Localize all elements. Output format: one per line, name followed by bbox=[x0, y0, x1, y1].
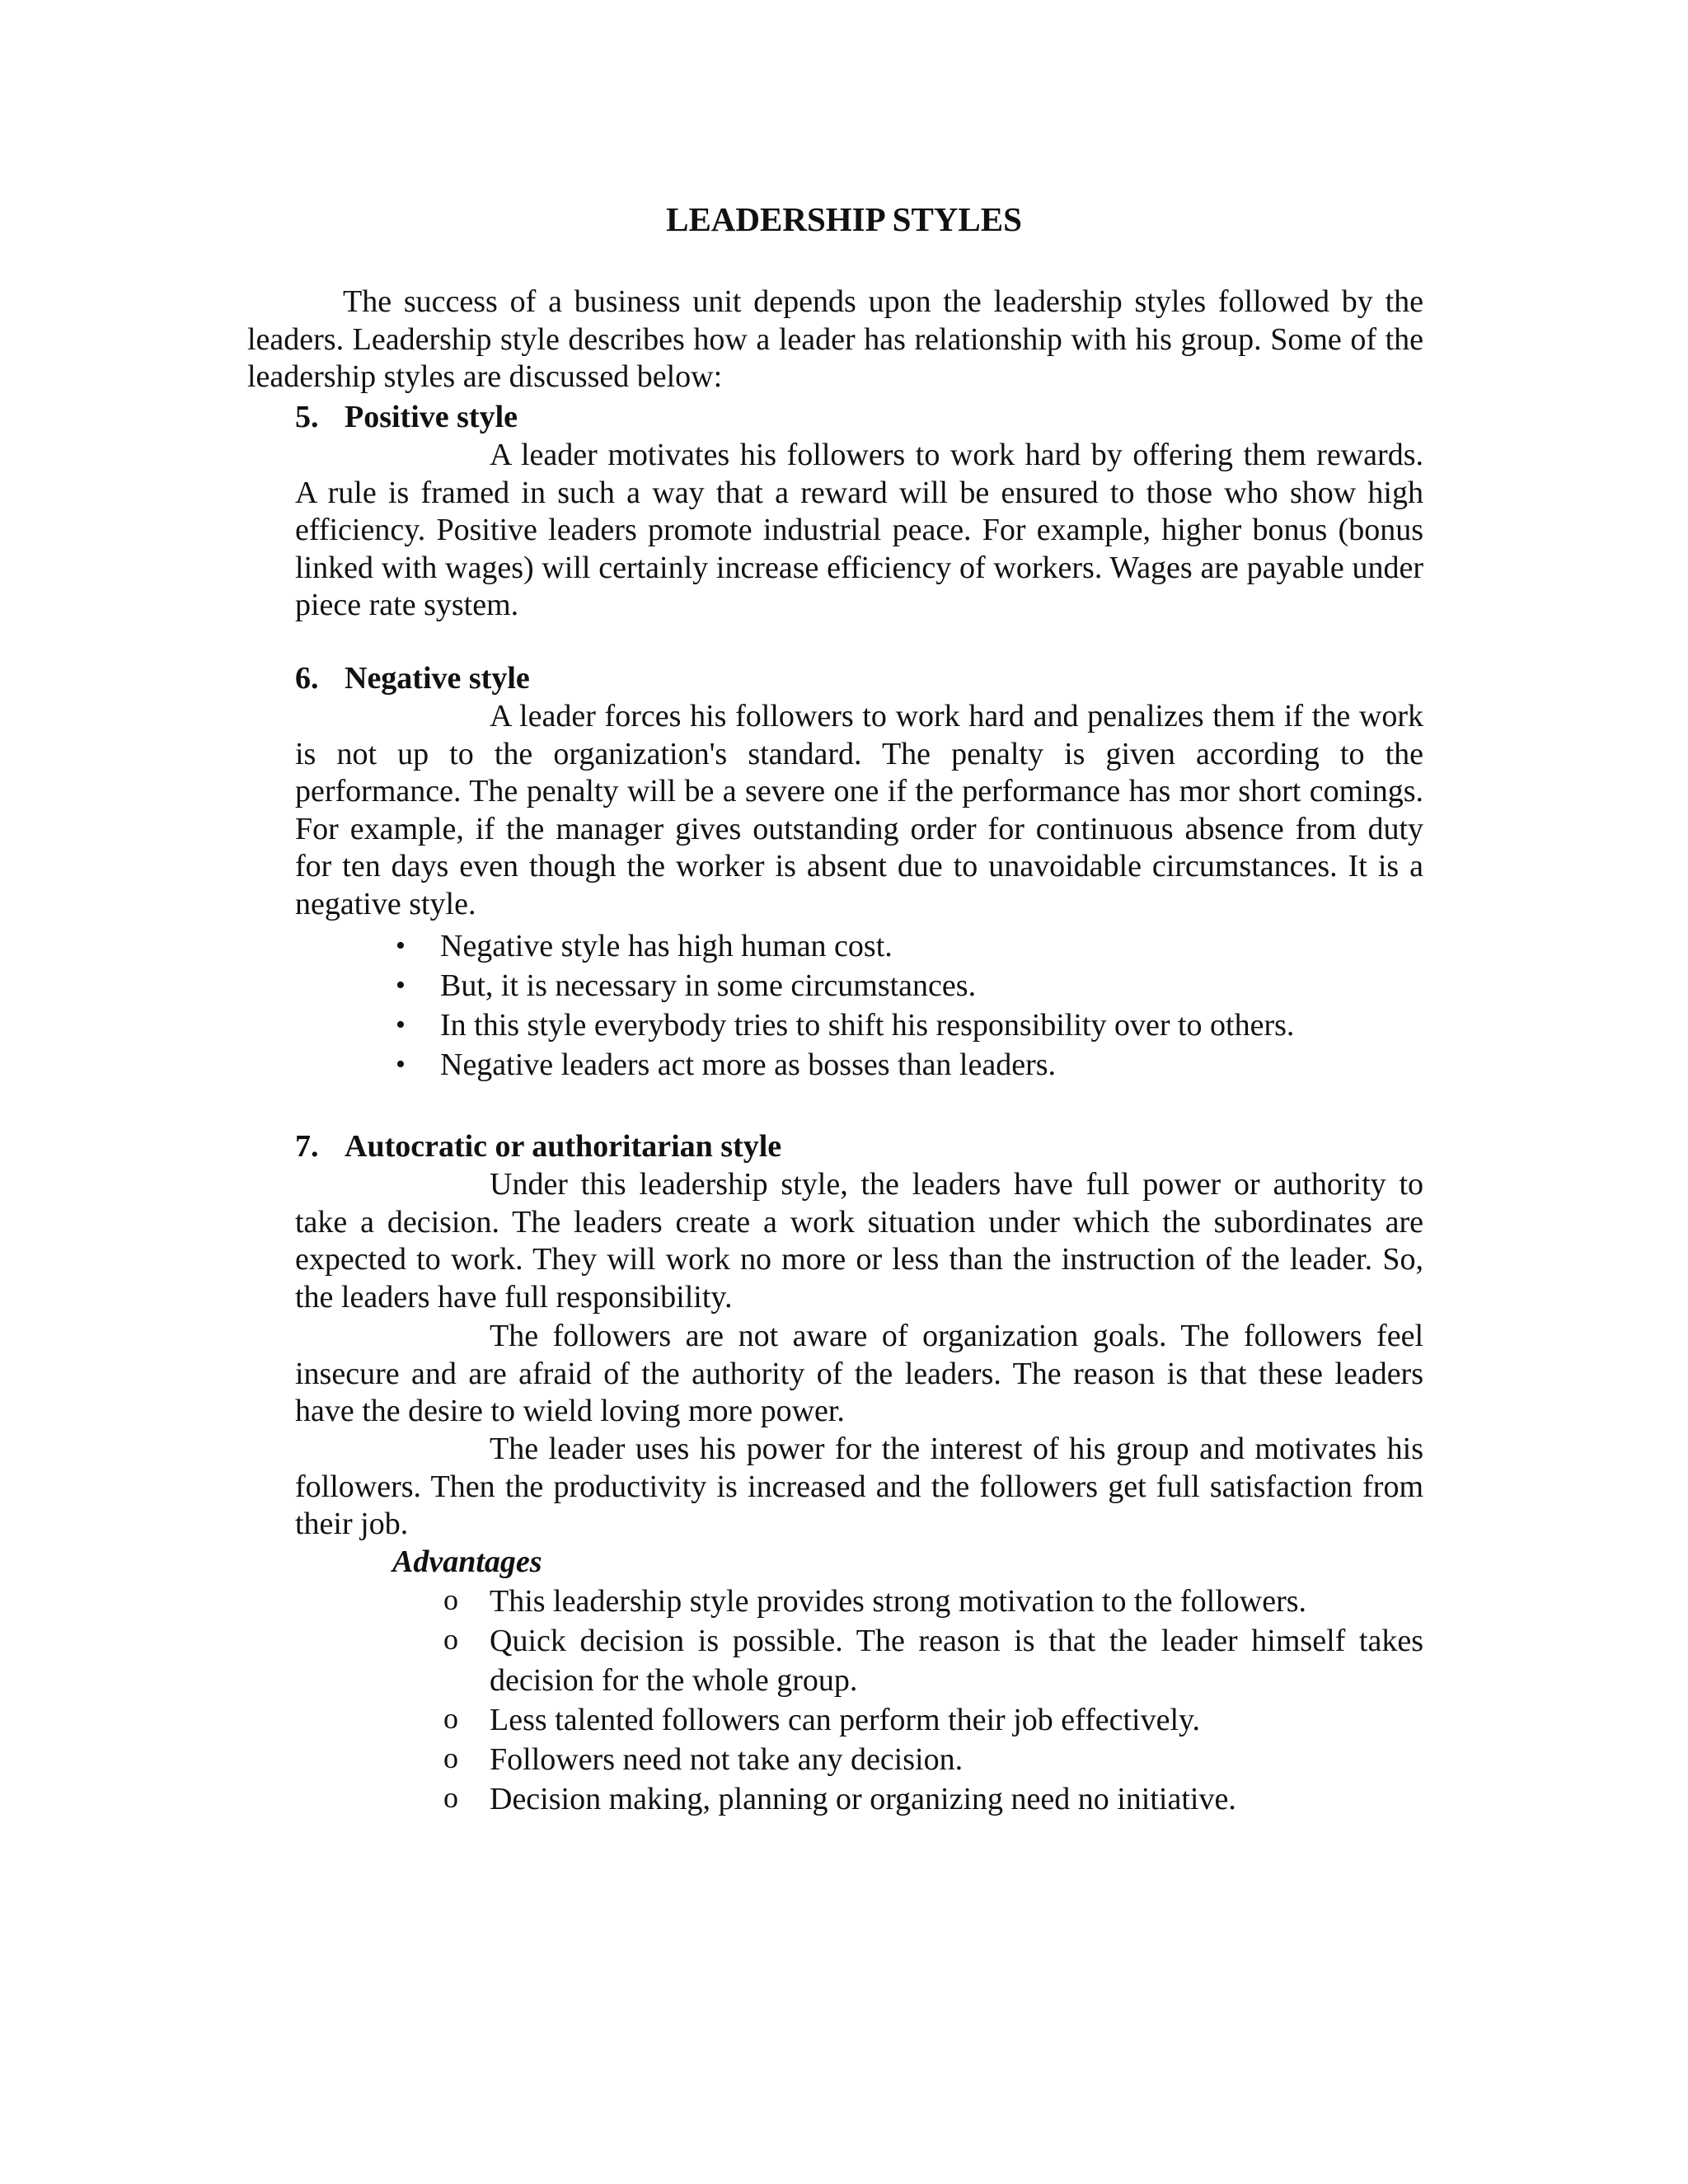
list-item bbox=[0, 1045, 1294, 1085]
bullet-circle-icon: o bbox=[443, 1781, 458, 1814]
section-number: 7. bbox=[295, 1129, 319, 1164]
list-item-text: Quick decision is possible. The reason is that the leader himself takes decision for the whole group. bbox=[490, 1624, 1423, 1698]
list-item-text: Followers need not take any decision. bbox=[490, 1742, 964, 1777]
list-item bbox=[0, 1582, 1423, 1621]
bullet-circle-icon: o bbox=[443, 1702, 458, 1735]
list-item bbox=[0, 926, 1294, 966]
autocratic-paragraph-1: Under this leadership style, the leaders have full power or authority to take a decision. The leaders create a work situation under which the subordinates are expected to work. They will work no more or less than the instruction of the leader. So, the leaders have full responsibility. bbox=[295, 1167, 1423, 1315]
bullet-circle-icon: o bbox=[443, 1741, 458, 1774]
bullet-circle-icon: o bbox=[443, 1623, 458, 1656]
page-title: LEADERSHIP STYLES bbox=[666, 200, 1022, 238]
section-heading-positive-style bbox=[295, 399, 518, 437]
list-item-text: Decision making, planning or organizing need no initiative. bbox=[490, 1782, 1236, 1816]
list-item-text: Negative style has high human cost. bbox=[440, 929, 893, 963]
list-item bbox=[0, 1740, 1423, 1779]
negative-style-bullet-list bbox=[0, 926, 1294, 1085]
section-title: Autocratic or authoritarian style bbox=[345, 1129, 782, 1164]
negative-style-paragraph: A leader forces his followers to work hard and penalizes them if the work is not up to the organization's standard. The penalty is given according to the performance. The penalty will be a severe one if the performance has mor short comings. For example, if the manager gives outstanding order for continuous absence from duty for ten days even though the worker is absent due to unavoidable circumstances. It is a negative style. bbox=[295, 699, 1423, 921]
list-item bbox=[0, 1779, 1423, 1819]
advantages-list bbox=[0, 1582, 1423, 1819]
list-item-text: But, it is necessary in some circumstances. bbox=[440, 968, 977, 1003]
bullet-disc-icon: • bbox=[396, 970, 406, 1001]
section-title: Positive style bbox=[345, 400, 518, 434]
positive-style-paragraph: A leader motivates his followers to work hard by offering them rewards. A rule is framed in such a way that a reward will be ensured to those who show high efficiency. Positive leaders promote industrial peace. For example, higher bonus (bonus linked with wages) will certainly increase efficiency of workers. Wages are payable under piece rate system. bbox=[295, 438, 1423, 622]
autocratic-paragraph-2: The followers are not aware of organization goals. The followers feel insecure and are afraid of the authority of the leaders. The reason is that these leaders have the desire to wield loving more power. bbox=[295, 1319, 1423, 1428]
bullet-disc-icon: • bbox=[396, 930, 406, 961]
list-item bbox=[0, 1700, 1423, 1740]
bullet-disc-icon: • bbox=[396, 1049, 406, 1080]
autocratic-paragraph-3: The leader uses his power for the interest of his group and motivates his followers. Then the productivity is increased and the followers get full satisfaction from their job. bbox=[295, 1432, 1423, 1541]
bullet-disc-icon: • bbox=[396, 1010, 406, 1040]
list-item-text: Less talented followers can perform their job effectively. bbox=[490, 1703, 1201, 1737]
intro-paragraph: The success of a business unit depends upon the leadership styles followed by the leaders. Leadership style describes how a leader has relationship with his group. Some of the leadership styles are discussed below: bbox=[247, 284, 1423, 394]
section-title: Negative style bbox=[345, 661, 530, 696]
section-heading-negative-style bbox=[295, 660, 530, 698]
list-item bbox=[0, 1005, 1294, 1045]
list-item-text: This leadership style provides strong motivation to the followers. bbox=[490, 1584, 1307, 1619]
section-number: 6. bbox=[295, 661, 319, 696]
list-item bbox=[0, 1621, 1423, 1700]
list-item-text: In this style everybody tries to shift his responsibility over to others. bbox=[440, 1008, 1295, 1043]
bullet-circle-icon: o bbox=[443, 1583, 458, 1616]
advantages-heading: Advantages bbox=[392, 1544, 542, 1579]
list-item bbox=[0, 966, 1294, 1005]
section-heading-autocratic-style bbox=[295, 1128, 781, 1166]
section-number: 5. bbox=[295, 400, 319, 434]
list-item-text: Negative leaders act more as bosses than leaders. bbox=[440, 1047, 1057, 1082]
